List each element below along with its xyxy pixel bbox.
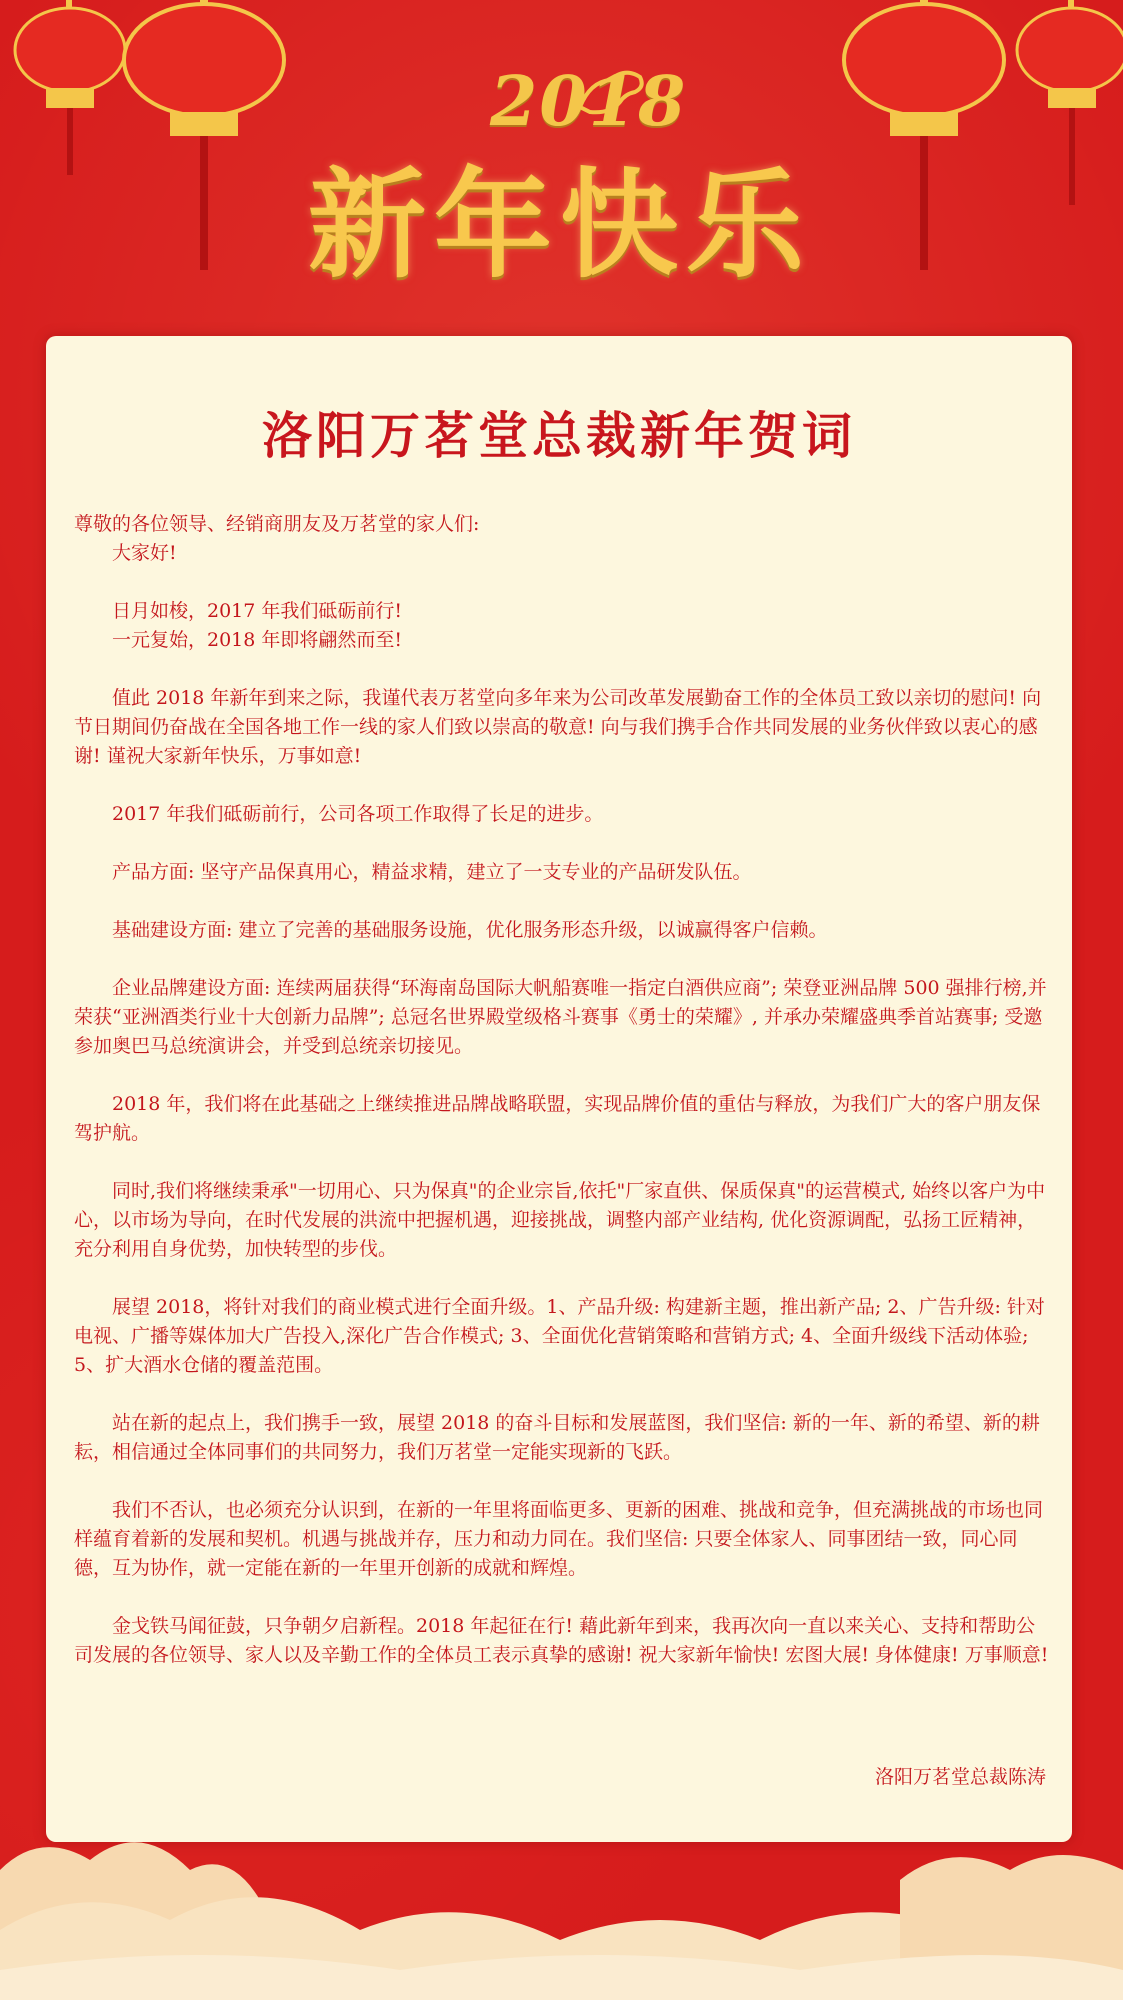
dog-zodiac-icon [570, 62, 650, 122]
paragraph-1a: 日月如梭，2017 年我们砥砺前行! [112, 600, 403, 622]
clouds-decoration [0, 1810, 1123, 2000]
hello-line: 大家好! [112, 542, 177, 564]
lantern-right-icon [840, 0, 1010, 280]
salutation: 尊敬的各位领导、经销商朋友及万茗堂的家人们: [74, 513, 480, 535]
letter-content [74, 510, 1049, 1670]
paragraph-3: 2017 年我们砥砺前行，公司各项工作取得了长足的进步。 [112, 803, 604, 825]
header-banner [0, 0, 1123, 340]
paragraph-8: 同时,我们将继续秉承"一切用心、只为保真"的企业宗旨,依托"厂家直供、保质保真"的运营模式, 始终以客户为中心，以市场为导向，在时代发展的洪流中把握机遇，迎接挑战，调整内部产业结构, 优化资源调配，弘扬工匠精神，充分利用自身优势，加快转型的步伐。 [74, 1180, 1046, 1260]
paragraph-5: 基础建设方面: 建立了完善的基础服务设施，优化服务形态升级，以诚赢得客户信赖。 [112, 919, 828, 941]
year-label: 2018 [490, 62, 688, 142]
signature: 洛阳万茗堂总裁陈涛 [874, 1766, 1046, 1788]
paragraph-10: 站在新的起点上，我们携手一致，展望 2018 的奋斗目标和发展蓝图，我们坚信: 新的一年、新的希望、新的耕耘，相信通过全体同事们的共同努力，我们万茗堂一定能实现新的飞跃。 [74, 1412, 1040, 1463]
new-year-greeting: 新年快乐 [307, 155, 812, 294]
paragraph-9: 展望 2018，将针对我们的商业模式进行全面升级。1、产品升级: 构建新主题，推出新产品; 2、广告升级: 针对电视、广播等媒体加大广告投入,深化广告合作模式; 3、全面优化营销策略和营销方式; 4、全面升级线下活动体验; 5、扩大酒水仓储的覆盖范围。 [74, 1296, 1045, 1376]
paragraph-7: 2018 年，我们将在此基础之上继续推进品牌战略联盟，实现品牌价值的重估与释放，为我们广大的客户朋友保驾护航。 [74, 1093, 1041, 1144]
letter-panel [46, 336, 1072, 1842]
lantern-left-icon [10, 0, 130, 180]
letter-title: 洛阳万茗堂总裁新年贺词 [262, 406, 856, 465]
paragraph-11: 我们不否认，也必须充分认识到，在新的一年里将面临更多、更新的困难、挑战和竞争，但充满挑战的市场也同样蕴育着新的发展和契机。机遇与挑战并存，压力和动力同在。我们坚信: 只要全体家人、同事团结一致，同心同德，互为协作，就一定能在新的一年里开创新的成就和辉煌。 [74, 1499, 1044, 1579]
paragraph-6: 企业品牌建设方面: 连续两届获得“环海南岛国际大帆船赛唯一指定白酒供应商”; 荣登亚洲品牌 500 强排行榜,并荣获“亚洲酒类行业十大创新力品牌”; 总冠名世界殿堂级格斗赛事《勇士的荣耀》, 并承办荣耀盛典季首站赛事; 受邀参加奥巴马总统演讲会，并受到总统亲切接见。 [74, 977, 1047, 1057]
lantern-right2-icon [1010, 0, 1123, 210]
paragraph-2: 值此 2018 年新年到来之际，我谨代表万茗堂向多年来为公司改革发展勤奋工作的全体员工致以亲切的慰问! 向节日期间仍奋战在全国各地工作一线的家人们致以崇高的敬意! 向与我们携手合作共同发展的业务伙伴致以衷心的感谢! 谨祝大家新年快乐，万事如意! [74, 687, 1042, 767]
paragraph-1b: 一元复始，2018 年即将翩然而至! [112, 629, 403, 651]
paragraph-12: 金戈铁马闻征鼓，只争朝夕启新程。2018 年起征在行! 藉此新年到来，我再次向一直以来关心、支持和帮助公司发展的各位领导、家人以及辛勤工作的全体员工表示真挚的感谢! 祝大家新年愉快! 宏图大展! 身体健康! 万事顺意! [74, 1615, 1049, 1666]
paragraph-4: 产品方面: 坚守产品保真用心，精益求精，建立了一支专业的产品研发队伍。 [112, 861, 752, 883]
lantern-left2-icon [120, 0, 290, 280]
